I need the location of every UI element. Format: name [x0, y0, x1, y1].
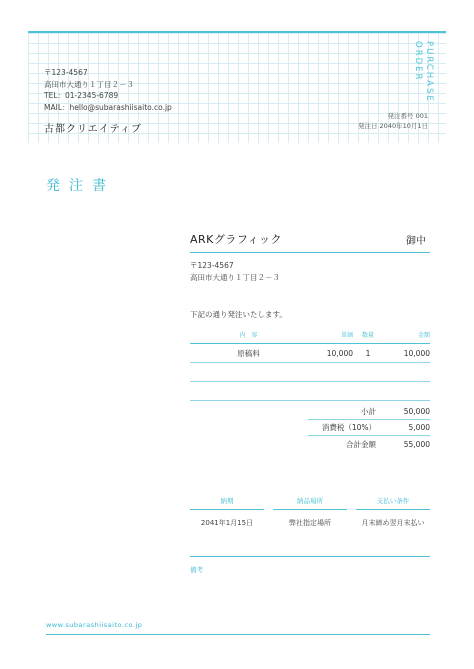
recipient-address: 高田市大通り１丁目２－３	[190, 272, 280, 282]
sender-company: 古都クリエイティブ	[44, 124, 142, 135]
recipient-postal: 〒123-4567	[190, 261, 234, 270]
total-row	[308, 436, 430, 452]
subtotal-value: 50,000	[403, 407, 430, 416]
terms-block	[190, 496, 430, 528]
items-header-row	[190, 330, 430, 344]
intro-text: 下記の通り発注いたします。	[190, 310, 287, 319]
item-price: 10,000	[326, 348, 353, 358]
summary-block	[308, 404, 430, 452]
header-name: 内 容	[239, 332, 258, 339]
header-qty: 数量	[361, 332, 374, 339]
delivery-value: 2041年1月15日	[200, 519, 254, 527]
subtotal-label: 小計	[361, 407, 376, 416]
recipient-address-block	[190, 260, 430, 283]
table-row	[190, 363, 430, 382]
tax-row	[308, 420, 430, 436]
place-value: 弊社指定場所	[289, 519, 331, 527]
recipient-name-row	[190, 231, 430, 253]
tax-value: 5,000	[408, 423, 430, 432]
item-qty: 1	[365, 348, 371, 358]
document-title: 発注書	[46, 178, 115, 194]
payment-value: 月末締め翌月末払い	[361, 519, 425, 527]
sender-postal: 〒123-4567	[44, 68, 88, 77]
header-price: 単価	[340, 332, 353, 339]
notes-label: 備考	[190, 566, 203, 574]
notes-section	[190, 556, 430, 574]
order-date: 発注日 2040年10月1日	[357, 122, 428, 130]
footer-url: www.subarashiisaito.co.jp	[46, 621, 143, 629]
footer	[46, 621, 430, 635]
recipient-name: ARKグラフィック	[190, 233, 283, 246]
subtotal-row	[308, 404, 430, 420]
tax-label: 消費税（10%）	[321, 423, 376, 432]
header-panel	[28, 31, 446, 143]
delivery-term	[190, 496, 264, 528]
item-name: 原稿料	[237, 348, 260, 358]
sender-mail: MAIL：hello@subarashiisaito.co.jp	[44, 102, 172, 112]
delivery-label: 納期	[190, 496, 264, 510]
header-amount: 金額	[417, 332, 430, 339]
place-label: 納品場所	[273, 496, 347, 510]
order-meta	[358, 111, 428, 131]
recipient-honorific: 御中	[406, 236, 426, 247]
payment-term	[356, 496, 430, 528]
purchase-order-vertical-title: PURCHASE ORDER	[413, 41, 434, 103]
payment-label: 支払い条件	[356, 496, 430, 510]
place-term	[273, 496, 347, 528]
order-number: 発注番号 001	[387, 112, 428, 120]
sender-info	[44, 67, 172, 113]
sender-address: 高田市大通り１丁目２－３	[44, 79, 134, 89]
total-value: 55,000	[403, 439, 430, 449]
items-table	[190, 330, 430, 401]
table-row	[190, 344, 430, 363]
table-row	[190, 382, 430, 401]
item-amount: 10,000	[403, 348, 430, 358]
total-label: 合計金額	[346, 439, 376, 449]
recipient-block	[190, 231, 430, 320]
sender-tel: TEL：01-2345-6789	[44, 91, 119, 100]
